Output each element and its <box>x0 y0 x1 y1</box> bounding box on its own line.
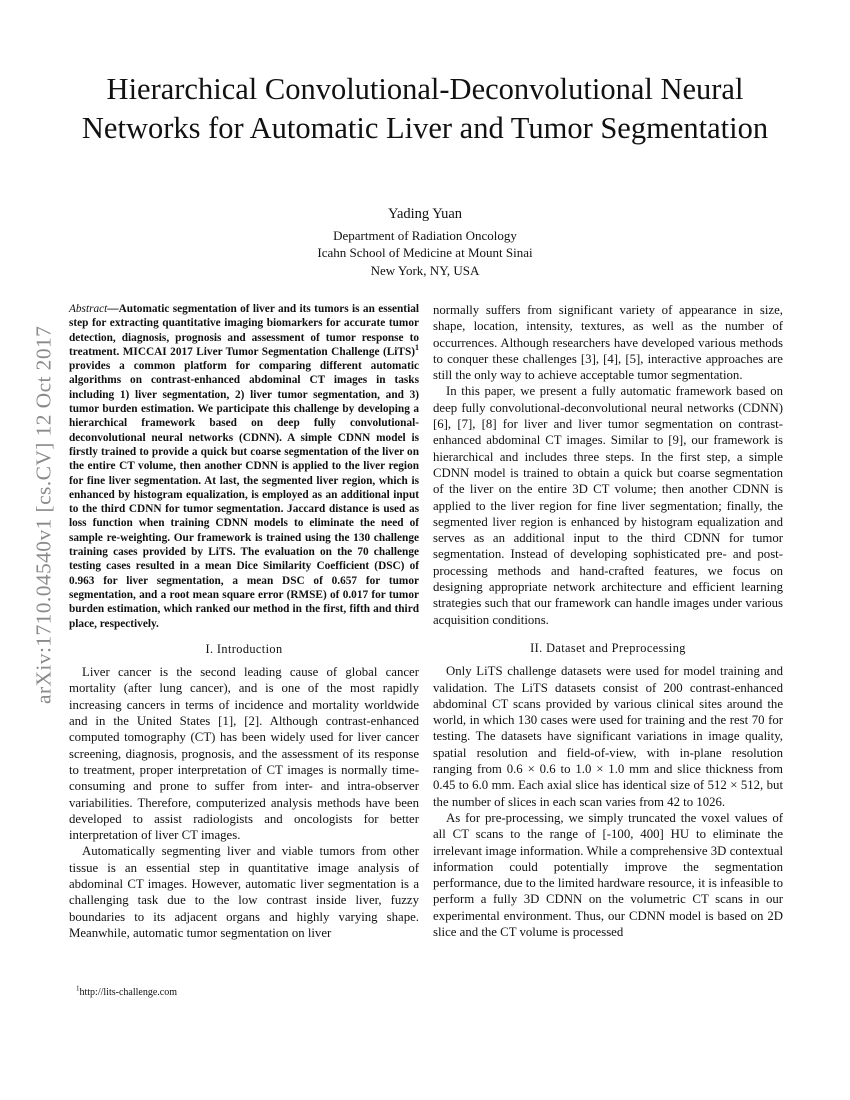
section-heading-dataset: II. Dataset and Preprocessing <box>530 640 686 655</box>
intro-paragraph-3: In this paper, we present a fully automatic framework based on deep fully convolutional-deconvolutional neural networks (CDNN) [6], [7], [8] for liver and liver tumor segmentation on contrast-enhanced abdominal CT images. Similar to [9], our framework is hierarchical and includes three steps. In the first step, a simple CDNN model is trained to obtain a quick but coarse segmentation of the liver on the entire 3D CT volume; then another CDNN is applied to the liver region for fine liver segmentation; finally, the segmented liver region is enhanced by histogram equalization and serves as an additional input to the third CDNN for tumor segmentation. Instead of developing sophisticated pre- and post-processing methods and hand-crafted features, we focus on designing appropriate network architecture and efficient learning strategies such that our framework can handle images under various acquisition conditions. <box>433 384 783 627</box>
author-institution: Icahn School of Medicine at Mount Sinai <box>317 245 533 261</box>
section-heading-introduction: I. Introduction <box>205 641 283 656</box>
dataset-paragraph-1: Only LiTS challenge datasets were used for model training and validation. The LiTS datasets consist of 200 contrast-enhanced abdominal CT scans provided by various clinical sites around the world, in which 130 cases were used for training and the rest 70 for testing. The datasets have significant variations in image quality, spatial resolution and field-of-view, with in-plane resolution ranging from 0.6 × 0.6 to 1.0 × 1.0 mm and slice thickness from 0.45 to 6.0 mm. Each axial slice has identical size of 512 × 512, but the number of slices in each scan varies from 42 to 1026. <box>433 664 783 809</box>
abstract-lead: Abstract <box>69 303 108 315</box>
abstract <box>69 302 419 631</box>
footnote-url[interactable]: http://lits-challenge.com <box>79 987 177 998</box>
author-department: Department of Radiation Oncology <box>333 228 517 243</box>
dataset-paragraph-2: As for pre-processing, we simply truncated the voxel values of all CT scans to the range of [-100, 400] HU to eliminate the irrelevant image information. While a comprehensive 3D contextual information could potentially improve the segmentation performance, due to the limited hardware resource, it is infeasible to perform a fully 3D CDNN on the volumetric CT scans in our experimental environment. Thus, our CDNN model is based on 2D slice and the CT volume is processed <box>433 810 783 939</box>
arxiv-identifier: arXiv:1710.04540v1 [cs.CV] 12 Oct 2017 <box>31 325 56 705</box>
footnote <box>76 984 177 999</box>
intro-paragraph-2-continued: normally suffers from significant variety of appearance in size, shape, location, intensity, textures, as well as the number of occurrences. Although researchers have developed various methods to conquer these challenges [3], [4], [5], interactive approaches are still the only way to achieve acceptable tumor segmentation. <box>433 303 783 383</box>
footnote-mark: 1 <box>76 984 80 993</box>
author-block <box>120 205 730 279</box>
author-name: Yading Yuan <box>387 206 463 222</box>
right-column <box>433 302 783 940</box>
paper-title: Hierarchical Convolutional-Deconvolutional Neural Networks for Automatic Liver and Tumor Segmentation <box>81 72 769 145</box>
left-column <box>69 302 419 941</box>
abstract-footnote-mark: 1 <box>415 343 419 353</box>
abstract-text-part2: provides a common platform for comparing different automatic algorithms on contrast-enhanced abdominal CT images in tasks including 1) liver segmentation, 2) liver tumor segmentation, and 3) tumor burden estimation. We participate this challenge by developing a hierarchical framework based on deep fully convolutional-deconvolutional neural networks (CDNN). A simple CDNN model is firstly trained to provide a quick but coarse segmentation of the liver on the entire CT volume, then another CDNN is applied to the liver region for fine liver segmentation. At last, the segmented liver region, which is enhanced by histogram equalization, is employed as an additional input to the third CDNN for tumor segmentation. Jaccard distance is used as loss function when training CDNN models to eliminate the need of sample re-weighting. Our framework is trained using the 130 challenge training cases provided by LiTS. The evaluation on the 70 challenge testing cases resulted in a mean Dice Similarity Coefficient (DSC) of 0.963 for liver segmentation, a mean DSC of 0.657 for tumor segmentation, and a root mean square error (RMSE) of 0.017 for tumor burden estimation, which ranked our method in the first, fifth and third place, respectively. <box>69 360 419 630</box>
abstract-text-part1: —Automatic segmentation of liver and its tumors is an essential step for extracting quantitative imaging biomarkers for accurate tumor detection, diagnosis, prognosis and assessment of tumor response to treatment. MICCAI 2017 Liver Tumor Segmentation Challenge (LiTS) <box>69 303 419 358</box>
author-location: New York, NY, USA <box>370 262 480 278</box>
intro-paragraph-1: Liver cancer is the second leading cause of global cancer mortality (after lung cancer), and is one of the most rapidly increasing cancers in terms of incidence and mortality worldwide and in the United States [1], [2]. Although contrast-enhanced computed tomography (CT) has been widely used for liver cancer screening, diagnosis, prognosis, and the assessment of its response to treatment, proper interpretation of CT images is normally time-consuming and prone to suffer from inter- and intra-observer variabilities. Therefore, computerized analysis methods have been developed to assist radiologists and oncologists for better interpretation of liver CT images. <box>69 665 419 843</box>
intro-paragraph-2: Automatically segmenting liver and viable tumors from other tissue is an essential step in quantitative image analysis of abdominal CT images. However, automatic liver segmentation is a challenging task due to the low contrast inside liver, fuzzy boundaries to its adjacent organs and highly varying shape. Meanwhile, automatic tumor segmentation on liver <box>69 844 419 940</box>
